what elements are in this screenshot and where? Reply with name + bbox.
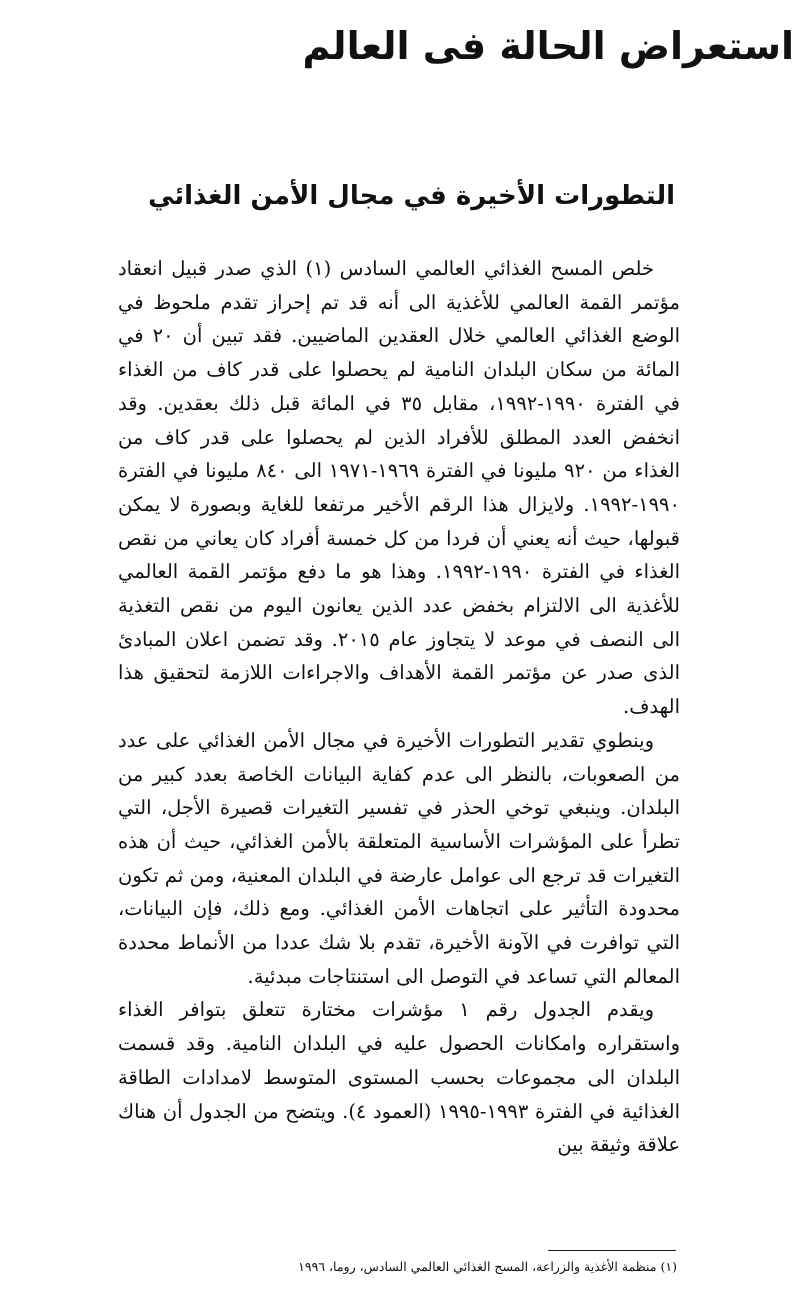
footnote-divider: [548, 1250, 676, 1251]
paragraph-2: وينطوي تقدير التطورات الأخيرة في مجال الأمن الغذائي على عدد من الصعوبات، بالنظر الى عدم كفاية البيانات الخاصة بعدد كبير من البلدان. وينبغي توخي الحذر في تفسير التغيرات قصيرة الأجل، التي تطرأ على المؤشرات الأساسية المتعلقة بالأمن الغذائي، حيث أن هذه التغيرات قد ترجع الى عوامل عارضة في البلدان المعنية، ومن ثم تكون محدودة التأثير على اتجاهات الأمن الغذائي. ومع ذلك، فإن البيانات، التي توافرت في الآونة الأخيرة، تقدم بلا شك عددا من الأنماط محددة المعالم التي تساعد في التوصل الى استنتاجات مبدئية.: [118, 728, 680, 988]
article-body: [118, 252, 680, 1162]
paragraph-1: خلص المسح الغذائي العالمي السادس (١) الذي صدر قبيل انعقاد مؤتمر القمة العالمي للأغذية الى أنه قد تم إحراز تقدم ملحوظ في الوضع الغذائي العالمي خلال العقدين الماضيين. فقد تبين أن ٢٠ في المائة من سكان البلدان النامية لم يحصلوا على قدر كاف من الغذاء في الفترة ١٩٩٠-١٩٩٢، مقابل ٣٥ في المائة قبل ذلك بعقدين. وقد انخفض العدد المطلق للأفراد الذين لم يحصلوا على قدر كاف من الغذاء من ٩٢٠ مليونا في الفترة ١٩٦٩-١٩٧١ الى ٨٤٠ مليونا في الفترة ١٩٩٠-١٩٩٢. ولايزال هذا الرقم الأخير مرتفعا للغاية وبصورة لا يمكن قبولها، حيث أنه يعني أن فردا من كل خمسة أفراد كان يعاني من نقص الغذاء في الفترة ١٩٩٠-١٩٩٢. وهذا هو ما دفع مؤتمر القمة العالمي للأغذية الى الالتزام بخفض عدد الذين يعانون اليوم من نقص التغذية الى النصف في موعد لا يتجاوز عام ٢٠١٥. وقد تضمن اعلان المبادئ الذى صدر عن مؤتمر القمة الأهداف والاجراءات اللازمة لتحقيق هذا الهدف.: [118, 257, 680, 719]
footnote: (١) منظمة الأغذية والزراعة، المسح الغذائي العالمي السادس، روما، ١٩٩٦: [298, 1259, 677, 1274]
paragraph-3: ويقدم الجدول رقم ١ مؤشرات مختارة تتعلق بتوافر الغذاء واستقراره وامكانات الحصول عليه في البلدان النامية. وقد قسمت البلدان الى مجموعات بحسب المستوى المتوسط لامدادات الطاقة الغذائية في الفترة ١٩٩٣-١٩٩٥ (العمود ٤). ويتضح من الجدول أن هناك علاقة وثيقة بين: [118, 998, 680, 1157]
section-title: استعراض الحالة فى العالم: [302, 24, 794, 68]
article-title: التطورات الأخيرة في مجال الأمن الغذائي: [148, 181, 675, 211]
